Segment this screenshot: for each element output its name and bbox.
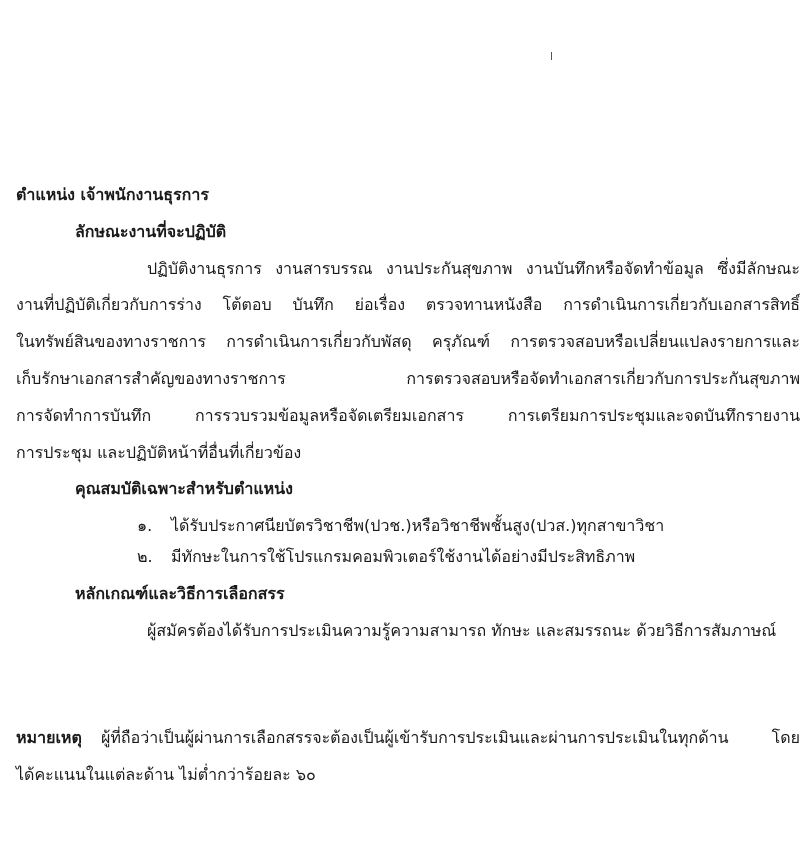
duties-heading: ลักษณะงานที่จะปฏิบัติ xyxy=(75,222,227,241)
duties-line-1: ปฏิบัติงานธุรการ งานสารบรรณ งานประกันสุขภาพ งานบันทึกหรือจัดทำข้อมูล ซึ่งมีลักษณะ xyxy=(147,259,800,278)
scan-mark xyxy=(551,52,552,60)
qualification-number-1: ๑. xyxy=(137,516,153,535)
qualification-number-2: ๒. xyxy=(137,547,153,566)
duties-line-2: งานที่ปฏิบัติเกี่ยวกับการร่าง โต้ตอบ บันทึก ย่อเรื่อง ตรวจทานหนังสือ การดำเนินการเกี่ยวกับเอกสารสิทธิ์ xyxy=(16,295,800,314)
note-label: หมายเหตุ xyxy=(16,728,82,747)
selection-text: ผู้สมัครต้องได้รับการประเมินความรู้ความสามารถ ทักษะ และสมรรถนะ ด้วยวิธีการสัมภาษณ์ xyxy=(147,621,777,640)
qualification-text-1: ได้รับประกาศนียบัตรวิชาชีพ(ปวช.)หรือวิชาชีพชั้นสูง(ปวส.)ทุกสาขาวิชา xyxy=(171,516,665,535)
qualifications-heading: คุณสมบัติเฉพาะสำหรับตำแหน่ง xyxy=(75,479,293,498)
qualification-text-2: มีทักษะในการใช้โปรแกรมคอมพิวเตอร์ใช้งานได้อย่างมีประสิทธิภาพ xyxy=(171,547,636,566)
position-heading: ตำแหน่ง เจ้าพนักงานธุรการ xyxy=(16,185,209,204)
duties-line-3: ในทรัพย์สินของทางราชการ การดำเนินการเกี่ยวกับพัสดุ ครุภัณฑ์ การตรวจสอบหรือเปลี่ยนแปลงรายการและ xyxy=(16,332,800,351)
duties-line-5: การจัดทำการบันทึก การรวบรวมข้อมูลหรือจัดเตรียมเอกสาร การเตรียมการประชุมและจดบันทึกรายงาน xyxy=(16,406,800,425)
duties-line-4: เก็บรักษาเอกสารสำคัญของทางราชการ การตรวจสอบหรือจัดทำเอกสารเกี่ยวกับการประกันสุขภาพ xyxy=(16,369,800,388)
duties-line-6: การประชุม และปฏิบัติหน้าที่อื่นที่เกี่ยวข้อง xyxy=(16,443,302,462)
note-line-1: ผู้ที่ถือว่าเป็นผู้ผ่านการเลือกสรรจะต้องเป็นผู้เข้ารับการประเมินและผ่านการประเมินในทุกด้าน โดย xyxy=(101,728,800,747)
selection-heading: หลักเกณฑ์และวิธีการเลือกสรร xyxy=(75,584,285,603)
note-line-2: ได้คะแนนในแต่ละด้าน ไม่ต่ำกว่าร้อยละ ๖๐ xyxy=(16,765,316,784)
